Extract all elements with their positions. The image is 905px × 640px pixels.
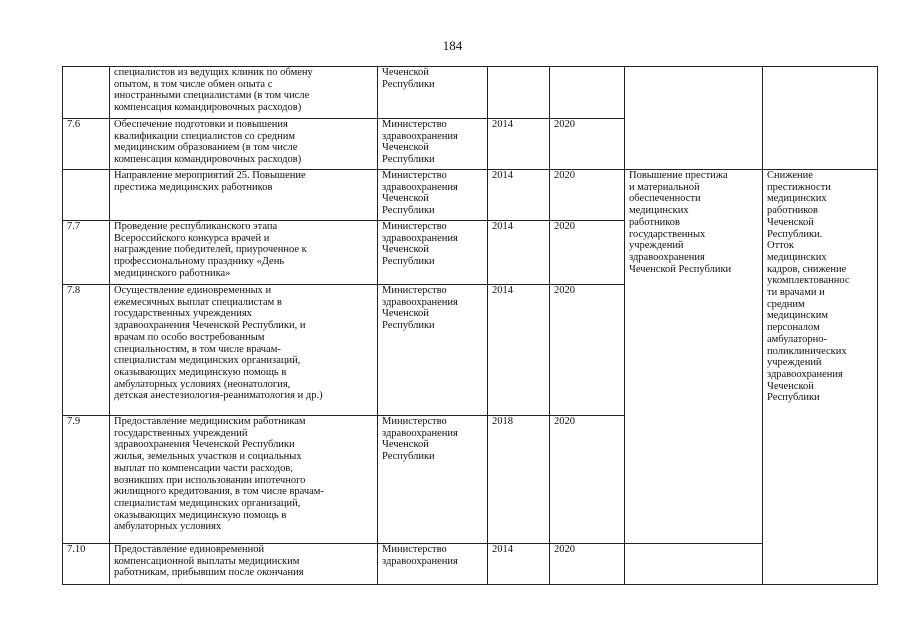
activity-cell: Обеспечение подготовки и повышения квалификации специалистов со средним медицинским образованием (в том числе компенсация командировочных расходов) <box>110 119 378 170</box>
risk-cell-empty <box>625 544 763 585</box>
row-number: 7.9 <box>63 416 110 544</box>
activity-cell: Проведение республиканского этапа Всероссийского конкурса врачей и награждение победителей, приуроченное к профессиональному празднику «День медицинского работника» <box>110 221 378 285</box>
row-number: 7.6 <box>63 119 110 170</box>
activity-cell: Направление мероприятий 25. Повышение престижа медицинских работников <box>110 170 378 221</box>
executor-cell: Министерство здравоохранения Чеченской Республики <box>378 119 488 170</box>
start-year-cell <box>488 67 550 119</box>
end-year-cell: 2020 <box>550 416 625 544</box>
result-cell-empty <box>625 67 763 170</box>
result-cell: Повышение престижа и материальной обеспеченности медицинских работников государственных учреждений здравоохранения Чеченской Республики <box>625 170 763 544</box>
end-year-cell: 2020 <box>550 285 625 416</box>
executor-cell: Министерство здравоохранения Чеченской Республики <box>378 170 488 221</box>
end-year-cell: 2020 <box>550 544 625 585</box>
start-year-cell: 2014 <box>488 544 550 585</box>
executor-cell: Министерство здравоохранения Чеченской Республики <box>378 285 488 416</box>
row-number <box>63 170 110 221</box>
start-year-cell: 2018 <box>488 416 550 544</box>
activity-cell: Осуществление единовременных и ежемесячных выплат специалистам в государственных учреждениях здравоохранения Чеченской Республики, и врачам по особо востребованным специальностям, в том числе врачам- специалистам медицинских организаций, оказывающих медицинскую помощь в амбулаторных условиях (неонатология, детская анестезиология-реаниматология и др.) <box>110 285 378 416</box>
executor-cell: Министерство здравоохранения Чеченской Республики <box>378 416 488 544</box>
executor-cell: Министерство здравоохранения Чеченской Республики <box>378 221 488 285</box>
start-year-cell: 2014 <box>488 285 550 416</box>
table-row <box>63 544 878 585</box>
measures-table <box>62 66 878 585</box>
activity-cell: Предоставление единовременной компенсационной выплаты медицинским работникам, прибывшим после окончания <box>110 544 378 585</box>
row-number: 7.8 <box>63 285 110 416</box>
executor-cell: Министерство здравоохранения <box>378 544 488 585</box>
row-number <box>63 67 110 119</box>
activity-cell: Предоставление медицинским работникам государственных учреждений здравоохранения Чеченской Республики жилья, земельных участков и социальных выплат по компенсации части расходов, возникших при использовании ипотечного жилищного кредитования, в том числе врачам- специалистам медицинских организаций, оказывающих медицинскую помощь в амбулаторных условиях <box>110 416 378 544</box>
page-number: 184 <box>442 38 463 53</box>
end-year-cell <box>550 67 625 119</box>
end-year-cell: 2020 <box>550 119 625 170</box>
start-year-cell: 2014 <box>488 119 550 170</box>
row-number: 7.7 <box>63 221 110 285</box>
table-row <box>63 170 878 221</box>
end-year-cell: 2020 <box>550 221 625 285</box>
start-year-cell: 2014 <box>488 170 550 221</box>
activity-cell: специалистов из ведущих клиник по обмену опытом, в том числе обмен опыта с иностранными специалистами (в том числе компенсация командировочных расходов) <box>110 67 378 119</box>
executor-cell: Чеченской Республики <box>378 67 488 119</box>
table-row <box>63 67 878 119</box>
end-year-cell: 2020 <box>550 170 625 221</box>
row-number: 7.10 <box>63 544 110 585</box>
risk-cell: Снижение престижности медицинских работников Чеченской Республики. Отток медицинских кадров, снижение укомплектованнос ти врачами и средним медицинским персоналом амбулаторно- поликлинических учреждений здравоохранения Чеченской Республики <box>763 170 878 585</box>
start-year-cell: 2014 <box>488 221 550 285</box>
risk-cell-empty <box>763 67 878 170</box>
